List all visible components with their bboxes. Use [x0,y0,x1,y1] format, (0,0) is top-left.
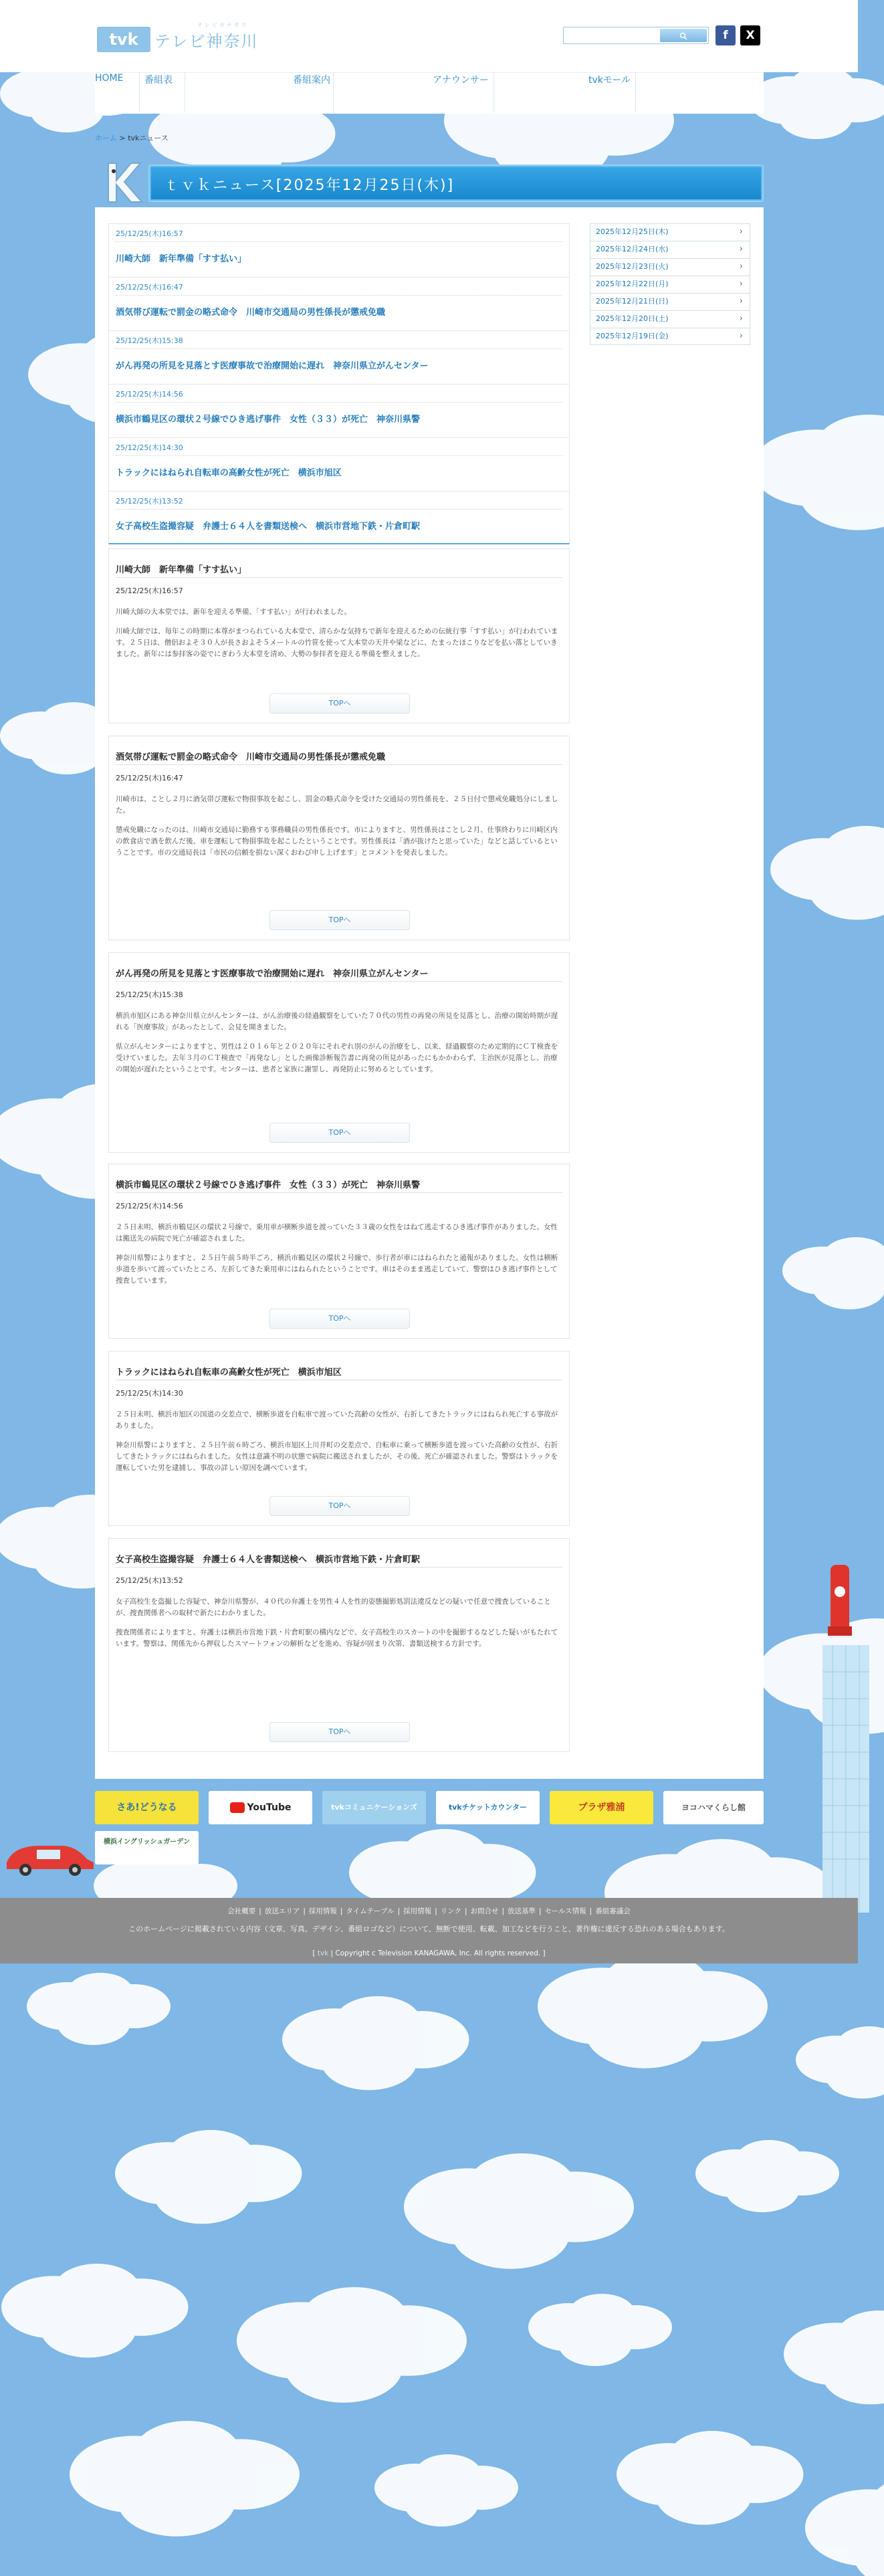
article-divider [116,577,562,578]
page-title: ｔｖｋニュース[2025年12月25日(木)] [164,177,455,194]
chevron-right-icon: › [739,227,743,237]
back-to-top-button[interactable]: TOPへ [269,910,410,930]
global-nav [95,72,764,114]
news-list-headline[interactable]: 川崎大師 新年準備「すす払い」 [116,254,247,264]
article-title: 女子高校生盗撮容疑 弁護士６４人を書類送検へ 横浜市営地下鉄・片倉町駅 [116,1555,421,1565]
footer-link[interactable]: 会社概要 [227,1907,256,1915]
news-list-item[interactable] [108,223,570,277]
copyright-tvk-link[interactable]: tvk [317,1949,329,1957]
nav-program-table[interactable]: 番組表 [144,75,173,86]
footer-copyright-note: このホームページに掲載されている内容（文章、写真、デザイン、番組ロゴなど）について、無断で使用、転載、加工などを行うこと、著作権に違反する恐れのある場合もあります。 [128,1925,730,1933]
main-panel [95,207,764,1779]
search-icon [679,32,687,40]
tvk-k-character-icon [99,158,147,206]
banner-english-garden[interactable] [95,1831,199,1864]
article-paragraph: 横浜市旭区にある神奈川県立がんセンターは、がん治療後の経過観察をしていた７０代の男性の再発の所見を見落とし、治療の開始時期が遅れる「医療事故」があったとして、会見を開きました。 [116,1012,558,1031]
footer-link-separator: | [340,1907,343,1915]
date-nav-item[interactable] [590,310,750,328]
article-divider [116,1192,562,1193]
banner-yokohama-kurashi[interactable] [663,1791,764,1824]
nav-tvk-mall[interactable]: tvkモール [588,75,631,86]
footer-link[interactable]: 番組審議会 [595,1907,631,1915]
nav-divider [635,73,636,112]
date-nav-item[interactable] [590,241,750,258]
footer-link[interactable]: タイムテーブル [346,1907,395,1915]
footer-link[interactable]: 採用情報 [308,1907,337,1915]
footer-link[interactable]: リンク [440,1907,461,1915]
article-divider [116,764,562,765]
back-to-top-button[interactable]: TOPへ [269,1123,410,1143]
footer-link[interactable]: 放送エリア [264,1907,300,1915]
breadcrumb [95,132,169,143]
article-date: 25/12/25(木)15:38 [116,990,183,999]
footer-link[interactable]: お問合せ [470,1907,499,1915]
news-list [108,223,570,544]
breadcrumb-separator: > [119,134,126,142]
nav-home[interactable]: HOME [95,73,124,84]
date-nav-label: 2025年12月21日(日) [596,297,669,306]
article [108,736,570,940]
copyright: [ tvk | Copyright c Television KANAGAWA, Inc. All rights reserved. ] [312,1949,546,1957]
article-paragraph: 県立がんセンターによりますと、男性は２０１６年と２０２０年にそれぞれ別のがんの治療をし、以来、経過観察のため定期的にＣＴ検査を受けていました。去年３月のＣＴ検査で「再発なし」とした画像診断報告書に再発の所見があったにもかかわらず、主治医が見落とし、治療の開始が遅れたということです。センターは、患者と家族に謝罪し、再発防止に努めるとしています。 [116,1043,558,1073]
breadcrumb-home[interactable]: ホーム [95,134,117,142]
news-list-date: 25/12/25(木)16:57 [116,228,562,242]
news-list-headline[interactable]: 酒気帯び運転で罰金の略式命令 川崎市交通局の男性係長が懲戒免職 [116,308,386,318]
article-body [116,607,562,668]
news-list-date: 25/12/25(木)14:30 [116,442,562,456]
x-icon: X [746,29,755,42]
article-paragraph: ２５日未明、横浜市鶴見区の環状２号線で、乗用車が横断歩道を渡っていた３３歳の女性をはねて逃走するひき逃げ事件がありました。女性は搬送先の病院で死亡が確認されました。 [116,1223,558,1243]
tvk-logo-kana: テレビカナガワ [197,22,249,28]
banner-label: さあ!どうなる [116,1802,177,1813]
back-to-top-button[interactable]: TOPへ [269,1496,410,1516]
news-list-headline[interactable]: 横浜市鶴見区の環状２号線でひき逃げ事件 女性（３３）が死亡 神奈川県警 [116,415,421,425]
news-list-item[interactable] [108,491,570,544]
date-nav-item[interactable] [590,293,750,310]
banner-plaza[interactable] [550,1791,653,1824]
footer-link-separator: | [259,1907,261,1915]
news-list-date: 25/12/25(木)16:47 [116,282,562,296]
banner-label: プラザ雅浦 [578,1802,625,1813]
banner-youtube[interactable] [209,1791,312,1824]
footer-link-separator: | [589,1907,592,1915]
back-to-top-button[interactable]: TOPへ [269,1722,410,1742]
date-nav-item[interactable] [590,258,750,276]
page-title-bar [148,165,764,202]
footer-link-separator: | [397,1907,401,1915]
article-date: 25/12/25(木)16:47 [116,774,183,782]
nav-divider [333,73,334,112]
banner-label: 横浜イングリッシュガーデン [104,1838,190,1846]
article-date: 25/12/25(木)16:57 [116,586,183,595]
news-list-headline[interactable]: 女子高校生盗撮容疑 弁護士６４人を書類送検へ 横浜市営地下鉄・片倉町駅 [116,522,421,532]
banner-label: YouTube [247,1802,292,1813]
date-nav-label: 2025年12月24日(水) [596,245,669,253]
article [108,1351,570,1526]
banner-tvk-ticket[interactable] [436,1791,540,1824]
search-input[interactable] [565,29,659,42]
article [108,1538,570,1752]
article-title: 横浜市鶴見区の環状２号線でひき逃げ事件 女性（３３）が死亡 神奈川県警 [116,1180,421,1190]
chevron-right-icon: › [739,314,743,324]
news-list-item[interactable] [108,330,570,384]
article-divider [116,1567,562,1568]
news-list-date: 25/12/25(木)14:56 [116,389,562,403]
copyright-text: Copyright c Television KANAGAWA, Inc. All rights reserved. [335,1949,541,1957]
news-list-headline[interactable]: トラックにはねられ自転車の高齢女性が死亡 横浜市旭区 [116,468,342,478]
footer-link-separator: | [435,1907,437,1915]
banner-label: ヨコハマくらし館 [681,1803,746,1812]
banner-tvk-communications[interactable] [322,1791,426,1824]
article-divider [116,981,562,982]
footer-links [0,1906,858,1916]
news-list-item[interactable] [108,277,570,330]
article-paragraph: 捜査関係者によりますと、弁護士は横浜市営地下鉄・片倉町駅の構内などで、女子高校生のスカートの中を撮影するなどした疑いがもたれています。警察は、関係先から押収したスマートフォンの解析などを進め、容疑が固まり次第、書類送検する方針です。 [116,1628,558,1648]
news-list-date: 25/12/25(木)13:52 [116,496,562,510]
date-nav-label: 2025年12月22日(月) [596,280,669,288]
footer-link-separator: | [464,1907,467,1915]
date-nav-item[interactable] [590,276,750,293]
banner-label: tvkコミュニケーションズ [331,1803,417,1812]
youtube-icon [230,1802,245,1813]
article-paragraph: 川崎市は、ことし２月に酒気帯び運転で物損事故を起こし、罰金の略式命令を受けた交通局の男性係長を、２５日付で懲戒免職処分にしました。 [116,795,558,815]
article-body [116,1596,562,1658]
chevron-right-icon: › [739,279,743,289]
banner-label: tvkチケットカウンター [449,1803,527,1812]
nav-divider [139,73,140,112]
footer-link-separator: | [303,1907,306,1915]
article [108,952,570,1153]
footer-link-separator: | [502,1907,505,1915]
back-to-top-button[interactable]: TOPへ [269,1309,410,1329]
search-box [563,27,709,44]
x-button[interactable] [740,25,760,45]
article-paragraph: 懲戒免職になったのは、川崎市交通局に勤務する事務職員の男性係長です。市によりますと、男性係長はことし２月、仕事終わりに川崎区内の飲食店で酒を飲んだ後、車を運転して物損事故を起こしたということです。男性係長は「酒が抜けたと思っていた」などと話しているということです。市の交通局長は「市民の信頼を損ない深くおわび申し上げます」とコメントを発表しました。 [116,826,558,857]
article-paragraph: 川崎大師の大本堂では、新年を迎える準備、「すす払い」が行われました。 [116,608,351,616]
chevron-right-icon: › [739,296,743,306]
date-navigation [590,223,750,345]
site-logo[interactable] [97,24,278,58]
news-list-headline[interactable]: がん再発の所見を見落とす医療事故で治療開始に遅れ 神奈川県立がんセンター [116,361,429,371]
article-body [116,794,562,867]
chevron-right-icon: › [739,261,743,272]
tvk-logo-mark: tvk [97,27,150,52]
article-title: 酒気帯び運転で罰金の略式命令 川崎市交通局の男性係長が懲戒免職 [116,752,386,762]
nav-divider [493,73,494,112]
nav-announcers[interactable]: アナウンサー [433,75,489,86]
date-nav-label: 2025年12月25日(木) [596,227,669,236]
chevron-right-icon: › [739,331,743,341]
article-paragraph: 川崎大師では、毎年この時期に本尊がまつられている大本堂で、清らかな気持ちで新年を迎えるための伝統行事「すす払い」が行われています。２５日は、僧侶およそ３０人が長さおよそ５メートルの竹笹を使って大本堂の天井や梁などに、たまったほこりなどを払い落としていきました。新年には参拝客の姿でにぎわう大本堂を清め、大勢の参拝者を迎える準備を整えました。 [116,627,558,658]
date-nav-label: 2025年12月23日(火) [596,262,669,271]
article-paragraph: 神奈川県警によりますと、２５日午前６時ごろ、横浜市旭区上川井町の交差点で、自転車に乗って横断歩道を渡っていた高齢の女性が、右折してきたトラックにはねられました。女性は意識不明の状態で病院に搬送されましたが、その後、死亡が確認されました。警察はトラックを運転していた男を逮捕し、事故の詳しい原因を調べています。 [116,1441,558,1472]
article-title: がん再発の所見を見落とす医療事故で治療開始に遅れ 神奈川県立がんセンター [116,969,429,979]
footer-link-separator: | [539,1907,542,1915]
article-body [116,1010,562,1083]
news-list-item[interactable] [108,384,570,437]
search-button[interactable] [660,29,707,42]
date-nav-label: 2025年12月20日(土) [596,314,669,323]
article-title: トラックにはねられ自転車の高齢女性が死亡 横浜市旭区 [116,1368,342,1378]
date-nav-item[interactable] [590,223,750,241]
footer-link[interactable]: 放送基準 [508,1907,536,1915]
facebook-button[interactable] [715,25,736,45]
site-header [0,0,858,72]
date-nav-label: 2025年12月19日(金) [596,332,669,340]
article-date: 25/12/25(木)14:56 [116,1202,183,1210]
article-body [116,1222,562,1295]
nav-program-guide[interactable]: 番組案内 [293,75,330,86]
news-list-item[interactable] [108,437,570,491]
facebook-icon: f [723,29,728,42]
car-illustration [0,1826,100,1879]
chevron-right-icon: › [739,244,743,254]
article [108,548,570,724]
breadcrumb-current: tvkニュース [128,134,169,142]
article-paragraph: ２５日未明、横浜市旭区の国道の交差点で、横断歩道を自転車で渡っていた高齢の女性が、右折してきたトラックにはねられ死亡する事故がありました。 [116,1410,558,1430]
banner-saa-dounaru[interactable] [95,1791,199,1824]
back-to-top-button[interactable]: TOPへ [269,693,410,714]
article-date: 25/12/25(木)14:30 [116,1389,183,1398]
article-paragraph: 女子高校生を盗撮した容疑で、神奈川県警が、４０代の弁護士を男性４人を性的姿態撮影処罰法違反などの疑いで任意で捜査していることが、捜査関係者への取材で新たにわかりました。 [116,1598,551,1617]
footer-link[interactable]: セールス情報 [544,1907,586,1915]
tvk-logo-name: テレビ神奈川 [154,32,259,51]
news-list-date: 25/12/25(木)15:38 [116,335,562,349]
article-date: 25/12/25(木)13:52 [116,1576,183,1585]
banner-area [95,1791,764,1864]
article-body [116,1409,562,1482]
article-paragraph: 神奈川県警によりますと、２５日午前５時半ごろ、横浜市鶴見区の環状２号線で、歩行者が車にはねられたと通報がありました。女性は横断歩道を歩いて渡っていたところ、左折してきた乗用車にはねられたということです。車はそのまま逃走していて、警察はひき逃げ事件として捜査しています。 [116,1254,558,1285]
article [108,1164,570,1339]
date-nav-item[interactable] [590,328,750,345]
footer-link[interactable]: 採用情報 [403,1907,432,1915]
marine-tower-illustration [802,1565,876,1913]
article-title: 川崎大師 新年準備「すす払い」 [116,565,247,575]
